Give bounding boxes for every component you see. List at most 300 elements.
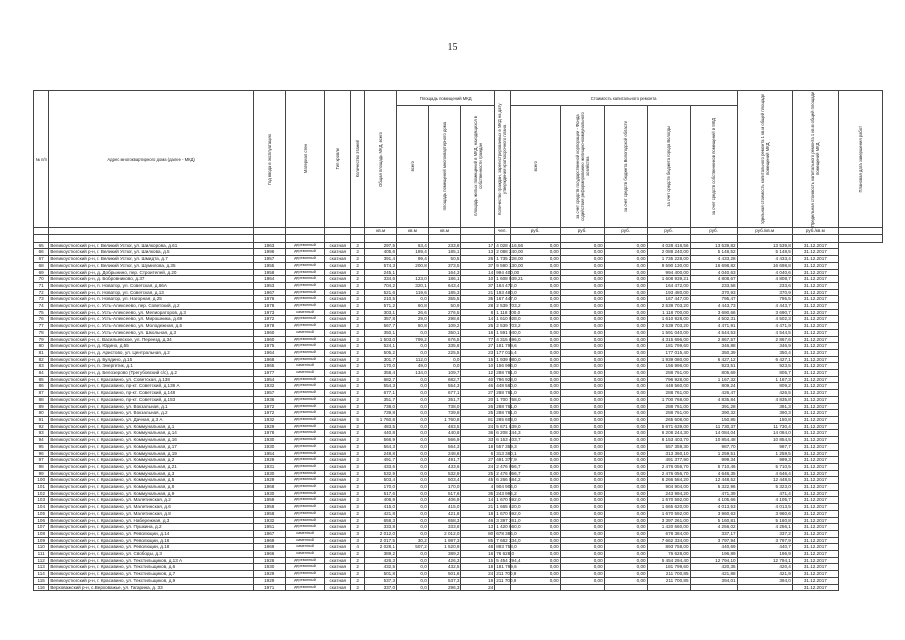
cell-roof: скатная xyxy=(325,276,351,283)
cell-area-live: 0,0 xyxy=(397,403,429,410)
cell-cost-total: 678 384,0 xyxy=(496,530,517,536)
cell-date: 31.12.2017 xyxy=(792,383,838,390)
cell-cost-total: 4 028 416,56 xyxy=(496,242,524,248)
cell-roof: скатная xyxy=(325,490,351,497)
cell-roof: скатная xyxy=(325,430,351,437)
cell-date: 31.12.2017 xyxy=(792,557,838,564)
cell-people: 13 xyxy=(461,249,495,256)
page-number: 15 xyxy=(447,42,458,53)
cell-roof: скатная xyxy=(325,571,351,578)
cell-wall: каменный xyxy=(285,309,325,316)
cell-total-area: 521,6 xyxy=(365,289,397,296)
cell-wall: деревянный xyxy=(285,416,325,423)
cell-people: 36 xyxy=(461,430,495,437)
cell-f4: 1 420 660,00 xyxy=(647,524,690,531)
cell-roof: скатная xyxy=(325,463,351,470)
cell-cost-total: 313 360,1 xyxy=(496,450,517,456)
cell-address: Великоустюгский р-н, г. Красавино, ул. Коммунальная, д.3 xyxy=(49,470,254,477)
cell-area-live: 799,2 xyxy=(397,336,429,343)
cell-f4 xyxy=(647,584,690,591)
cell-f3: 0,00 xyxy=(604,551,647,558)
cell-address: Великоустюгский р-н, с. Усть-Алексеево, пер. Советский, д.2 xyxy=(49,303,254,310)
cell-limit: 440,7 xyxy=(737,544,792,551)
cell-floors: 2 xyxy=(351,336,365,343)
cell-floors: 4 xyxy=(351,544,365,551)
cell-limit: 4 835,8 xyxy=(737,396,792,403)
cell-no: 78 xyxy=(34,329,49,336)
cell-floors: 2 xyxy=(351,276,365,283)
cell-roof: скатная xyxy=(325,524,351,531)
cell-people: 27 xyxy=(461,343,495,350)
cell-floors: 2 xyxy=(351,269,365,276)
cell-year: 1926 xyxy=(253,557,285,564)
cell-date: 31.12.2017 xyxy=(792,577,838,584)
cell-floors: 2 xyxy=(351,256,365,263)
cell-no: 101 xyxy=(34,484,49,491)
cell-area-non: 676,5 xyxy=(428,336,461,343)
cell-address: Великоустюгский р-н, г. Красавино, ул. Малетинская, д.6 xyxy=(49,504,254,511)
cell-date: 31.12.2017 xyxy=(792,410,838,417)
cell-limit: 805,7 xyxy=(737,370,792,377)
cell-year: 1966 xyxy=(253,551,285,558)
cell-f4: 177 015,40 xyxy=(647,349,690,356)
cell-floors: 2 xyxy=(351,383,365,390)
header-cost-group: Стоимость капитального ремонта xyxy=(510,91,737,106)
cell-wall: деревянный xyxy=(285,430,325,437)
header-cost-total: всего xyxy=(510,106,560,228)
table-row xyxy=(34,530,883,537)
cell-date: 31.12.2017 xyxy=(792,262,838,269)
cell-address: Великоустюгский р-н, п. Энергетик, д.1 xyxy=(49,363,254,370)
cell-unit: 13 539,82 xyxy=(690,242,737,249)
cell-total-area: 351,7 xyxy=(365,396,397,403)
cell-area-live: 60,8 xyxy=(397,323,429,330)
cell-date: 31.12.2017 xyxy=(792,477,838,484)
cell-address: Великоустюгский р-н, г. Красавино, пр-кт. Советский, д.153 xyxy=(49,396,254,403)
table-row xyxy=(34,276,883,283)
cell-limit: 421,9 xyxy=(737,571,792,578)
cell-area-non: 355,5 xyxy=(428,296,461,303)
table-row xyxy=(34,490,883,497)
cell-unit: 4 544,53 xyxy=(690,329,737,336)
unit-cell: кв.м xyxy=(365,228,397,235)
cell-limit: 4 040,6 xyxy=(737,269,792,276)
cell-unit: 987,70 xyxy=(690,443,737,450)
cell-people: 27 xyxy=(461,457,495,464)
cell-limit: 390,3 xyxy=(737,410,792,417)
units-row xyxy=(34,228,883,235)
cell-date: 31.12.2017 xyxy=(792,524,838,531)
cell-unit: 370,93 xyxy=(690,289,737,296)
cell-year: 1973 xyxy=(253,309,285,316)
cell-f2: 0,00 xyxy=(560,530,604,537)
cell-date: 31.12.2017 xyxy=(792,256,838,263)
cell-floors: 2 xyxy=(351,457,365,464)
cell-date: 31.12.2017 xyxy=(792,457,838,464)
cell-unit: 3 797,94 xyxy=(690,537,737,544)
cell-floors: 2 xyxy=(351,477,365,484)
cell-area-non: 109,2 xyxy=(428,323,461,330)
cell-date: 31.12.2017 xyxy=(792,396,838,403)
cell-area-live: 507,2 xyxy=(397,544,429,551)
cell-limit xyxy=(737,584,792,591)
cell-limit: 3 797,9 xyxy=(737,537,792,544)
table-row xyxy=(34,557,883,564)
cell-f1: 0,00 xyxy=(510,403,560,410)
table-row xyxy=(34,329,883,336)
cell-f2: 0,00 xyxy=(560,557,604,564)
cell-cost-total: 1 118 700,0 xyxy=(496,309,521,315)
cell-cost-total: 177 015,4 xyxy=(496,349,517,355)
cell-f3: 0,00 xyxy=(604,376,647,383)
cell-area-live: 0,0 xyxy=(397,517,429,524)
cell-limit: 987,7 xyxy=(737,443,792,450)
cell-people: 8 xyxy=(461,309,495,316)
cell-wall: каменный xyxy=(285,329,325,336)
cell-roof: скатная xyxy=(325,376,351,383)
cell-unit: 1 167,32 xyxy=(690,376,737,383)
table-row xyxy=(34,356,883,363)
cell-area-non: 298,6 xyxy=(428,316,461,323)
header-wall: Материал стен xyxy=(285,91,325,228)
cell-unit: 805,69 xyxy=(690,370,737,377)
cell-limit: 233,6 xyxy=(737,282,792,289)
cell-limit: 1 259,5 xyxy=(737,450,792,457)
cell-area-non: 503,4 xyxy=(428,477,461,484)
cell-no: 95 xyxy=(34,443,49,450)
cell-cost-total: 4 315 696,0 xyxy=(496,336,521,342)
cell-roof: скатная xyxy=(325,296,351,303)
cell-people: 33 xyxy=(461,437,495,444)
cell-date: 31.12.2017 xyxy=(792,437,838,444)
cell-year: 1996 xyxy=(253,249,285,256)
cell-area-non: 185,3 xyxy=(428,289,461,296)
cell-year: 1929 xyxy=(253,423,285,430)
table-row xyxy=(34,403,883,410)
cell-f3: 0,00 xyxy=(604,262,647,269)
cell-area-non: 532,9 xyxy=(428,470,461,477)
cell-unit: 809,24 xyxy=(690,383,737,390)
cell-wall: деревянный xyxy=(285,470,325,477)
cell-total-area: 2 028,1 xyxy=(365,544,397,551)
cell-f1: 0,00 xyxy=(510,296,560,303)
cell-limit: 12 794,1 xyxy=(737,557,792,564)
cell-address: Великоустюгский р-н, г. Красавино, ул. Революции, д.18 xyxy=(49,544,254,551)
unit-cell: кв.м xyxy=(397,228,429,235)
cell-f1: 0,00 xyxy=(510,504,560,511)
cell-f4: 3 397 261,00 xyxy=(647,517,690,524)
cell-f1: 0,00 xyxy=(510,316,560,323)
cell-no: 97 xyxy=(34,457,49,464)
cell-unit: 999,34 xyxy=(690,457,737,464)
cell-cost-total: 156 996,0 xyxy=(496,363,517,369)
cell-address: Великоустюгский р-н, п. Новатор, ул. Нагорная, д.25 xyxy=(49,296,254,303)
cell-date: 31.12.2017 xyxy=(792,571,838,578)
cell-total-area: 406,9 xyxy=(365,497,397,504)
cell-area-live: 189,4 xyxy=(397,249,429,256)
cell-cost-total: 7 662 334,0 xyxy=(496,537,521,543)
cell-date: 31.12.2017 xyxy=(792,269,838,276)
cell-limit: 4 443,7 xyxy=(737,303,792,310)
cell-wall: деревянный xyxy=(285,510,325,517)
cell-wall: деревянный xyxy=(285,557,325,564)
cell-people: 25 xyxy=(461,470,495,477)
table-row xyxy=(34,437,883,444)
cell-people: 37 xyxy=(461,262,495,269)
cell-date: 31.12.2017 xyxy=(792,282,838,289)
cell-floors: 2 xyxy=(351,262,365,269)
cell-year: 1968 xyxy=(253,356,285,363)
cell-f1: 0,00 xyxy=(510,551,560,558)
cell-f3 xyxy=(604,584,647,591)
cell-total-area: 350,1 xyxy=(365,329,397,336)
cell-area-live: 0,0 xyxy=(397,343,429,350)
cell-people: 18 xyxy=(461,564,495,571)
cell-year: 1978 xyxy=(253,323,285,330)
cell-address: Великоустюгский р-н, г. Красавино, ул. Текстильщиков, д.13 А xyxy=(49,557,254,564)
cell-limit: 4 256,1 xyxy=(737,524,792,531)
cell-unit: 14 084,04 xyxy=(690,430,737,437)
table-row xyxy=(34,577,883,584)
cell-date: 31.12.2017 xyxy=(792,242,838,249)
cell-f3: 0,00 xyxy=(604,390,647,397)
cell-f3: 0,00 xyxy=(604,323,647,330)
spacer-row xyxy=(34,234,883,242)
cell-no: 112 xyxy=(34,557,49,564)
cell-year: 1931 xyxy=(253,463,285,470)
cell-address: Великоустюгский р-н, д. Аристово, ул. Центральная, д.2 xyxy=(49,349,254,356)
cell-total-area: 1 503,0 xyxy=(365,336,397,343)
table-row xyxy=(34,396,883,403)
cell-no: 76 xyxy=(34,316,49,323)
table-row xyxy=(34,383,883,390)
table-row xyxy=(34,363,883,370)
cell-f3: 0,00 xyxy=(604,490,647,497)
unit-cell: кв.м xyxy=(428,228,461,235)
cell-f4: 1 665 620,00 xyxy=(647,504,690,511)
cell-limit: 150,8 xyxy=(737,416,792,423)
cell-address: Великоустюгский р-н, г. Красавино, ул. Пушкина, д.2 xyxy=(49,524,254,531)
cell-no: 91 xyxy=(34,416,49,423)
cell-unit: 346,88 xyxy=(690,343,737,350)
cell-wall: деревянный xyxy=(285,390,325,397)
table-row xyxy=(34,336,883,343)
cell-people: 80 xyxy=(461,530,495,537)
cell-floors: 2 xyxy=(351,242,365,249)
cell-no: 93 xyxy=(34,430,49,437)
cell-cost-total: 2 476 056,7 xyxy=(496,463,521,469)
cell-floors: 2 xyxy=(351,463,365,470)
cell-roof: скатная xyxy=(325,316,351,323)
cell-address: Великоустюгский р-н, д. Белозерово (Трегубовский с/с), д.2 xyxy=(49,370,254,377)
cell-year: 1972 xyxy=(253,316,285,323)
cell-f4: 4 315 696,00 xyxy=(647,336,690,343)
cell-area-live: 0,0 xyxy=(397,423,429,430)
cell-limit: 4 471,9 xyxy=(737,323,792,330)
cell-limit: 3 960,6 xyxy=(737,510,792,517)
cell-f2: 0,00 xyxy=(560,242,604,249)
cell-f4: 1 670 592,00 xyxy=(647,497,690,504)
cell-f3: 0,00 xyxy=(604,537,647,544)
cell-f1: 0,00 xyxy=(510,477,560,484)
cell-area-live: 320,1 xyxy=(397,282,429,289)
cell-area-live: 0,0 xyxy=(397,443,429,450)
cell-year: 1930 xyxy=(253,470,285,477)
cell-floors: 2 xyxy=(351,316,365,323)
cell-f3: 0,00 xyxy=(604,477,647,484)
cell-year: 1971 xyxy=(253,584,285,591)
cell-limit: 2 867,6 xyxy=(737,336,792,343)
cell-no: 65 xyxy=(34,242,49,249)
cell-f3: 0,00 xyxy=(604,457,647,464)
cell-f4: 6 153 403,70 xyxy=(647,437,690,444)
cell-f4: 1 608 939,21 xyxy=(647,276,690,283)
cell-f1: 0,00 xyxy=(510,376,560,383)
cell-no: 73 xyxy=(34,296,49,303)
cell-area-non: 225,5 xyxy=(428,349,461,356)
cell-date: 31.12.2017 xyxy=(792,517,838,524)
cell-unit: 4 105,66 xyxy=(690,497,737,504)
cell-total-area: 658,3 xyxy=(365,517,397,524)
cell-f4: 313 360,10 xyxy=(647,450,690,457)
cell-total-area: 440,8 xyxy=(365,430,397,437)
cell-unit: 2 867,57 xyxy=(690,336,737,343)
cell-f3: 0,00 xyxy=(604,430,647,437)
cell-limit: 4 105,7 xyxy=(737,497,792,504)
cell-f1: 0,00 xyxy=(510,282,560,289)
cell-address: Великоустюгский р-н, д. Юдино, д.55 xyxy=(49,343,254,350)
cell-wall: деревянный xyxy=(285,450,325,457)
cell-area-live: 0,0 xyxy=(397,510,429,517)
cell-area-non: 658,3 xyxy=(428,517,461,524)
cell-f2: 0,00 xyxy=(560,423,604,430)
cell-roof: скатная xyxy=(325,577,351,584)
cell-f4: 5 671 639,00 xyxy=(647,423,690,430)
cell-area-non: 373,5 xyxy=(428,262,461,269)
cell-unit: 391,28 xyxy=(690,403,737,410)
cell-year: 1969 xyxy=(253,544,285,551)
cell-no: 77 xyxy=(34,323,49,330)
cell-roof: скатная xyxy=(325,289,351,296)
cell-no: 96 xyxy=(34,450,49,457)
cell-f3: 0,00 xyxy=(604,443,647,450)
cell-cost-total: 243 994,2 xyxy=(496,490,517,496)
cell-unit: 4 646,35 xyxy=(690,470,737,477)
cell-limit: 10 854,5 xyxy=(737,437,792,444)
cell-f1: 0,00 xyxy=(510,484,560,491)
cell-f2: 0,00 xyxy=(560,356,604,363)
cell-year: 1953 xyxy=(253,282,285,289)
cell-f4: 7 662 334,00 xyxy=(647,537,690,544)
cell-roof: скатная xyxy=(325,450,351,457)
cell-address: Великоустюгский р-н, г. Красавино, ул. Малетинская, д.8 xyxy=(49,510,254,517)
cell-total-area: 704,2 xyxy=(365,282,397,289)
cell-wall: каменный xyxy=(285,530,325,537)
cell-year: 1967 xyxy=(253,530,285,537)
cell-f3: 0,00 xyxy=(604,504,647,511)
table-row xyxy=(34,390,883,397)
cell-wall: деревянный xyxy=(285,423,325,430)
cell-year: 1972 xyxy=(253,403,285,410)
cell-area-non: 440,8 xyxy=(428,430,461,437)
cell-address: Великоустюгский р-н, г. Красавино, ул. Коммунальная, д.16 xyxy=(49,437,254,444)
cell-roof: скатная xyxy=(325,416,351,423)
cell-unit: 3 690,66 xyxy=(690,309,737,316)
cell-date: 31.12.2017 xyxy=(792,343,838,350)
cell-no: 107 xyxy=(34,524,49,531)
cell-f4: 167 447,00 xyxy=(647,296,690,303)
cell-total-area: 571,2 xyxy=(365,303,397,310)
cell-f1 xyxy=(510,584,560,591)
cell-f1: 0,00 xyxy=(510,423,560,430)
cell-people: 24 xyxy=(461,584,495,591)
cell-total-area: 1 760,8 xyxy=(365,416,397,423)
cell-total-area: 170,0 xyxy=(365,363,397,370)
cell-date: 31.12.2017 xyxy=(792,249,838,256)
table-row xyxy=(34,282,883,289)
cell-address: Великоустюгский р-н, г. Великий Устюг, ул. Шмидта, д.7 xyxy=(49,256,254,263)
cell-area-live: 0,0 xyxy=(397,490,429,497)
cell-area-live: 0,0 xyxy=(397,557,429,564)
cell-cost-total: 893 758,0 xyxy=(496,544,517,550)
table-row xyxy=(34,323,883,330)
cell-limit: 370,9 xyxy=(737,289,792,296)
cell-year: 1958 xyxy=(253,504,285,511)
cell-f2: 0,00 xyxy=(560,249,604,256)
cell-address: Великоустюгский р-н, г. Красавино, ул. Коммунальная, д.1 xyxy=(49,423,254,430)
unit-cell: руб./кв.м xyxy=(737,228,792,235)
cell-people: 14 xyxy=(461,316,495,323)
header-area-group: Площадь помещений МКД xyxy=(397,91,495,106)
cell-f2: 0,00 xyxy=(560,276,604,283)
cell-total-area: 564,3 xyxy=(365,443,397,450)
cell-limit: 196,9 xyxy=(737,551,792,558)
cell-unit: 426,47 xyxy=(690,390,737,397)
cell-date: 31.12.2017 xyxy=(792,430,838,437)
cell-cost-total: 164 472,0 xyxy=(496,282,517,288)
cell-f3: 0,00 xyxy=(604,484,647,491)
cell-f3: 0,00 xyxy=(604,343,647,350)
cell-area-non: 643,4 xyxy=(428,282,461,289)
cell-no: 69 xyxy=(34,269,49,276)
table-row xyxy=(34,450,883,457)
cell-f2: 0,00 xyxy=(560,410,604,417)
cell-f2: 0,00 xyxy=(560,289,604,296)
cell-f1: 0,00 xyxy=(510,410,560,417)
cell-cost-total: 1 608 939,21 xyxy=(496,276,524,282)
cell-people: 25 xyxy=(461,410,495,417)
cell-total-area: 170,0 xyxy=(365,484,397,491)
cell-year: 1958 xyxy=(253,510,285,517)
cell-floors: 3 xyxy=(351,530,365,537)
cell-cost-total: 994 400,00 xyxy=(496,269,520,275)
cell-limit: 391,3 xyxy=(737,403,792,410)
cell-floors: 2 xyxy=(351,551,365,558)
cell-total-area: 567,7 xyxy=(365,323,397,330)
cell-no: 102 xyxy=(34,490,49,497)
cell-date: 31.12.2017 xyxy=(792,564,838,571)
cell-roof: скатная xyxy=(325,423,351,430)
cell-area-non: 1 520,9 xyxy=(428,544,461,551)
cell-area-non: 248,8 xyxy=(428,450,461,457)
cell-f2: 0,00 xyxy=(560,524,604,531)
cell-area-live: 29,0 xyxy=(397,316,429,323)
table-row xyxy=(34,343,883,350)
cell-area-live: 26,6 xyxy=(397,309,429,316)
cell-f4: 2 539 703,20 xyxy=(647,323,690,330)
cell-people: 26 xyxy=(461,403,495,410)
cell-area-non: 501,8 xyxy=(428,571,461,578)
